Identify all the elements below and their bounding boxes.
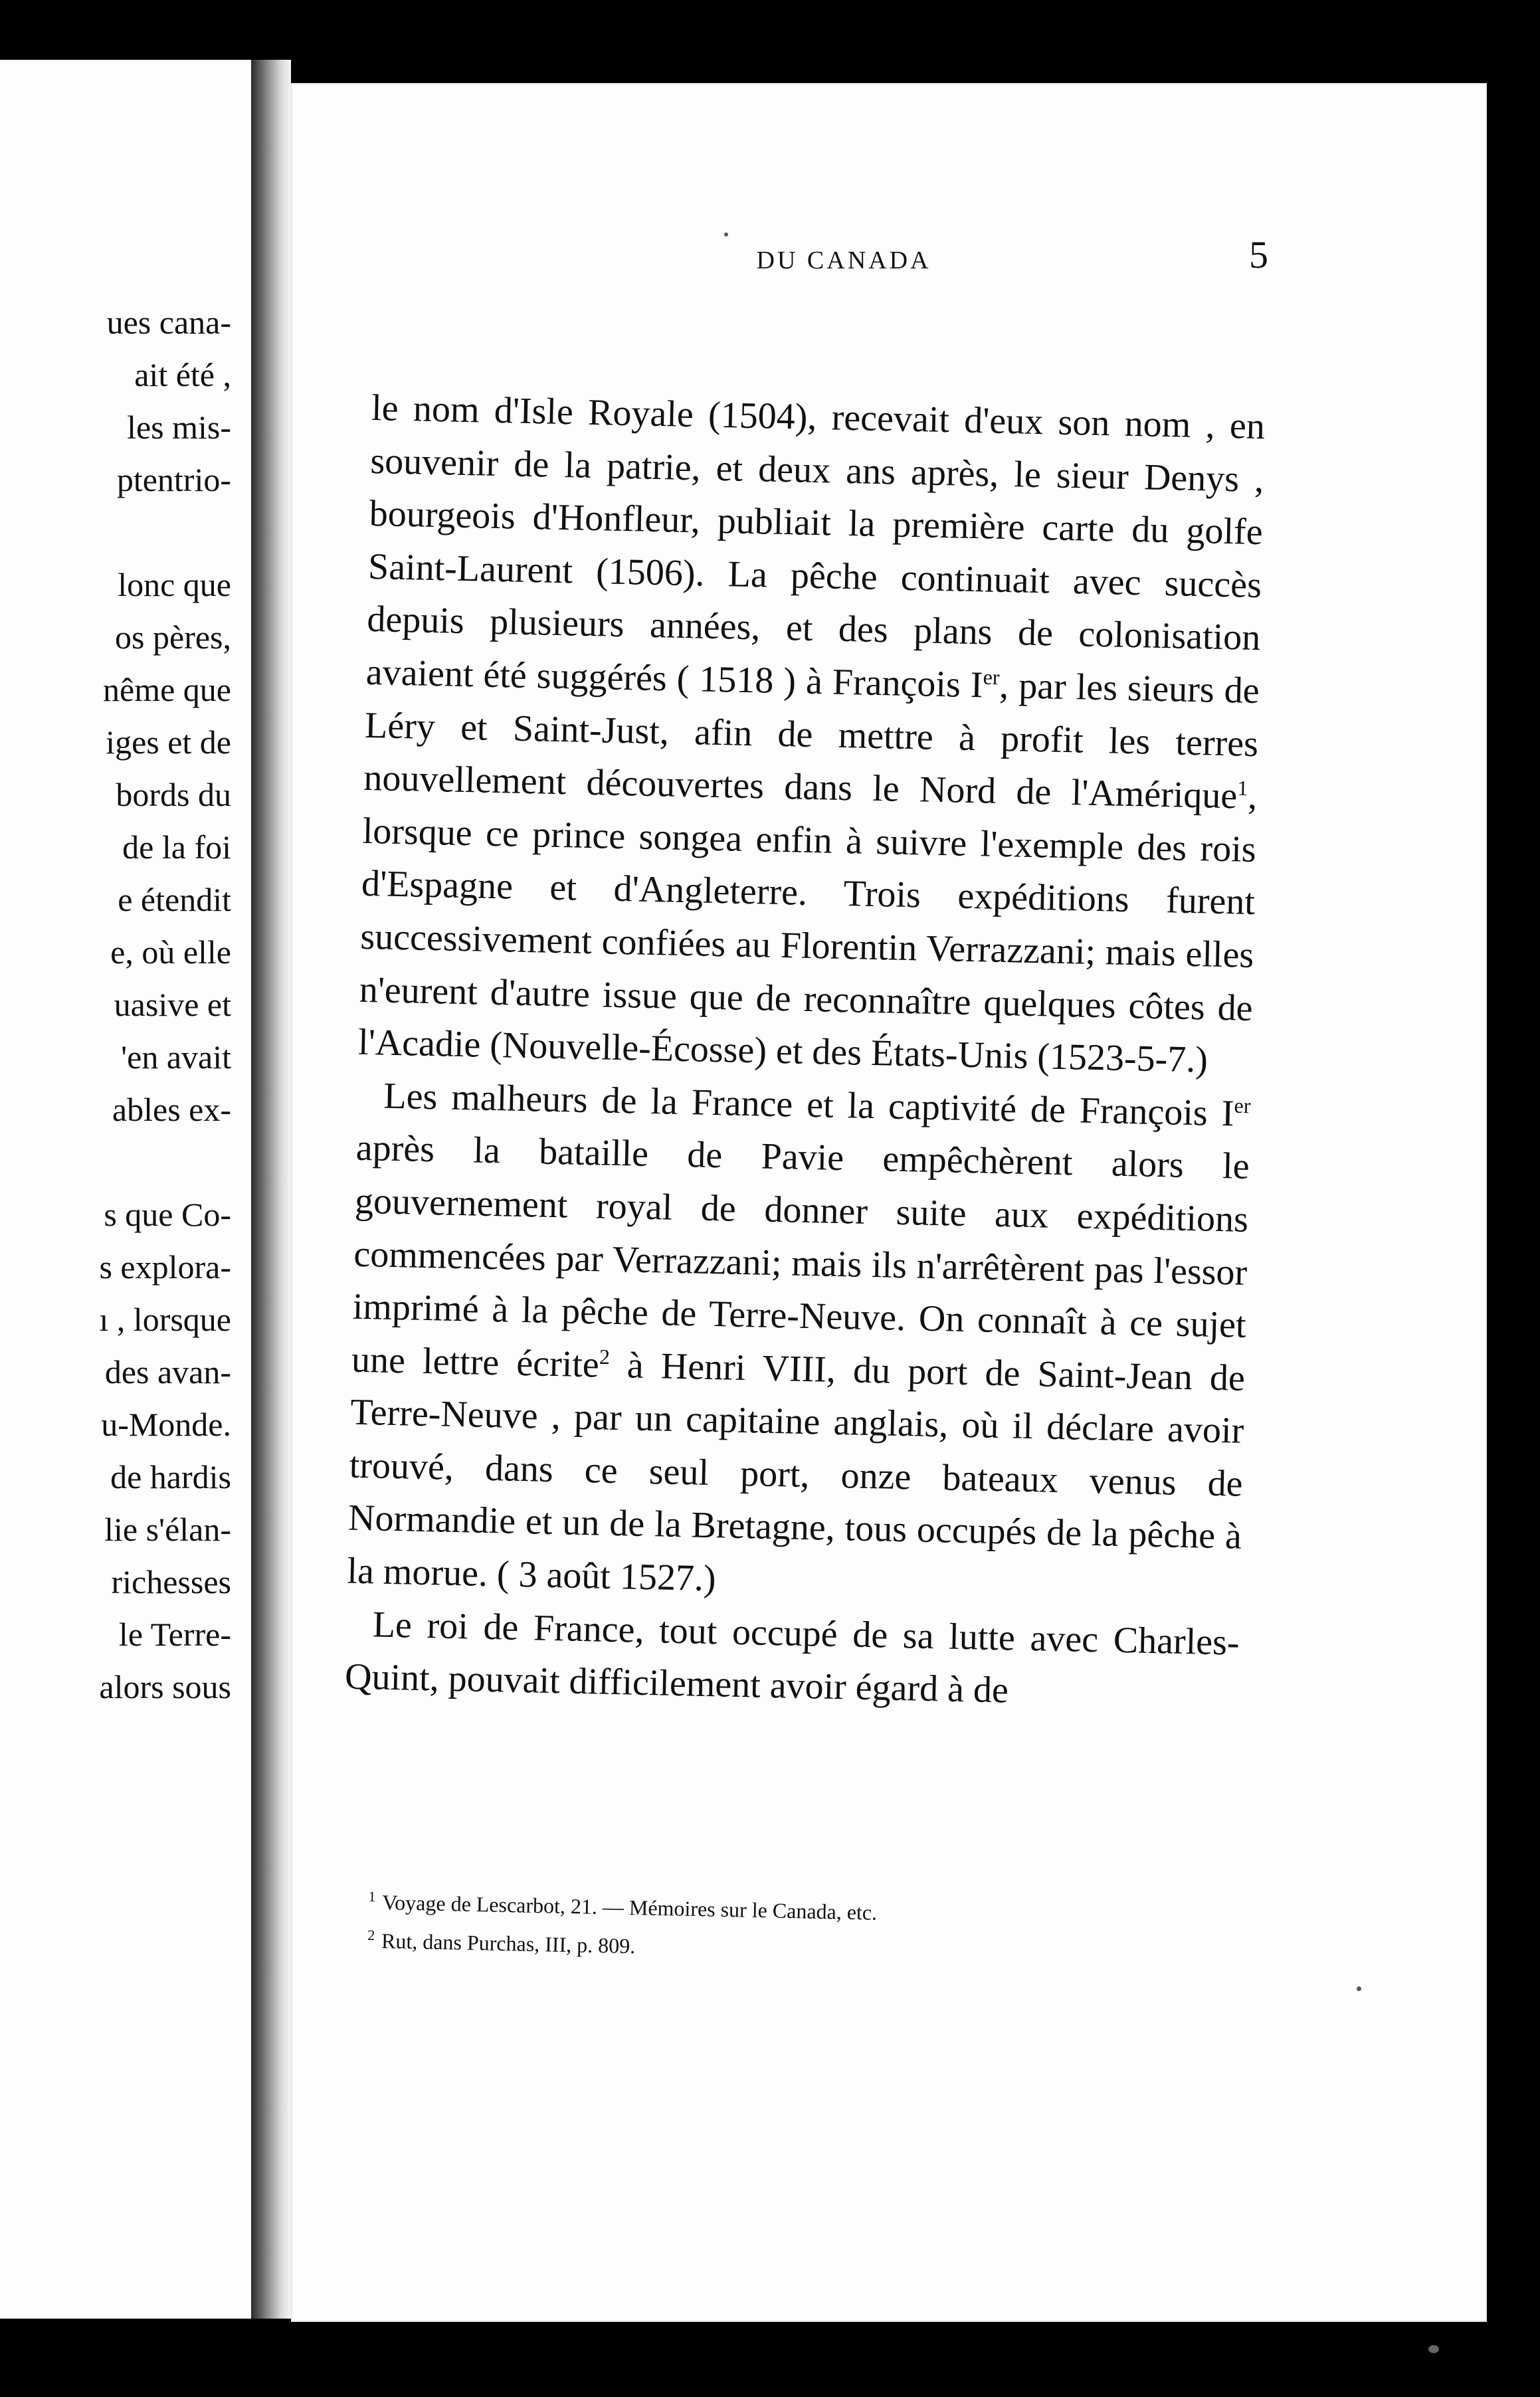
footnote-mark: 2 <box>367 1926 375 1943</box>
left-page-line: e étendit <box>118 881 231 918</box>
left-page-line: ables ex- <box>112 1091 231 1128</box>
left-page-line: alors sous <box>99 1668 231 1705</box>
left-page-line: u-Monde. <box>101 1406 231 1443</box>
footnote-ref: 2 <box>599 1344 611 1369</box>
footnote-ref: 1 <box>1237 775 1248 801</box>
left-page-line: richesses <box>111 1563 231 1600</box>
left-page-line: des avan- <box>104 1353 231 1390</box>
left-page-line: uasive et <box>114 986 231 1023</box>
left-page-line: os pères, <box>115 619 231 656</box>
left-page-line: s explora- <box>99 1248 231 1286</box>
left-page-line: de hardis <box>110 1458 231 1495</box>
dust-speck <box>1428 2345 1439 2353</box>
left-page-line: ı , lorsque <box>99 1301 231 1338</box>
book-gutter <box>251 60 291 2319</box>
paragraph: Le roi de France, tout occupé de sa lutte avec Charles-Quint, pouvait difficilement avoir égard à de <box>344 1604 1240 1711</box>
footnote-mark: 1 <box>368 1887 376 1905</box>
left-page-line: lonc que <box>118 566 231 603</box>
left-page-line: les mis- <box>127 409 231 446</box>
footnote-text: Voyage de Lescarbot, 21. — Mémoires sur le Canada, etc. <box>381 1890 878 1925</box>
superscript: er <box>1234 1093 1251 1117</box>
left-page-line: le Terre- <box>118 1616 231 1653</box>
left-page-line: iges et de <box>106 723 231 761</box>
left-page-line: ues cana- <box>106 304 231 341</box>
paragraph: le nom d'Isle Royale (1504), recevait d'eux son nom , en souvenir de la patrie, et deux ans après, le sieur Denys , bourgeois d'Honfleur, publiait la première carte du golfe Saint-Laurent (1506). La pêche continuait avec succès depuis plusieurs années, et des plans de colonisation avaient été suggérés ( 1518 ) à François Ier, par les sieurs de Léry et Saint-Just, afin de mettre à profit les terres nouvellement découvertes dans le Nord de l'Amérique$^1$, lorsque ce prince songea enfin à suivre l'exemple des rois d'Espagne et d'Angleterre. Trois expéditions furent successivement confiées au Florentin Verrazzani; mais elles n'eurent d'autre issue que de reconnaître quelques côtes de l'Acadie (Nouvelle-Écosse) et des États-Unis (1523-5-7.) <box>357 387 1266 1081</box>
paragraph: Les malheurs de la France et la captivité de François Ier après la bataille de Pavie empêchèrent alors le gouvernement royal de donner suite aux expéditions commencées par Verrazzani; mais ils n'arrêtèrent pas l'essor imprimé à la pêche de Terre-Neuve. On connaît à ce sujet une lettre écrite$^2$ à Henri VIII, du port de Saint-Jean de Terre-Neuve , par un capitaine anglais, où il déclare avoir trouvé, dans ce seul port, onze bateaux venus de Normandie et un de la Bretagne, tous occupés de la pêche à la morue. ( 3 août 1527.) <box>346 1075 1251 1600</box>
left-page-line: nême que <box>103 671 231 708</box>
left-page-line: s que Co- <box>104 1196 231 1233</box>
footnote-text: Rut, dans Purchas, III, p. 809. <box>381 1928 636 1958</box>
left-page <box>0 60 251 2319</box>
left-page-line: e, où elle <box>110 933 231 971</box>
dust-speck <box>1357 1986 1361 1991</box>
left-page-line: ptentrio- <box>116 461 231 498</box>
body-text <box>344 382 1265 1723</box>
dust-speck <box>724 233 728 237</box>
page-number: 5 <box>1249 233 1268 276</box>
left-page-line: bords du <box>116 776 231 813</box>
superscript: er <box>983 664 1000 690</box>
left-page-line: ait été , <box>134 356 231 393</box>
running-head: DU CANADA <box>756 246 931 274</box>
left-page-line: de la foi <box>122 828 231 866</box>
left-page-line: 'en avait <box>121 1038 231 1076</box>
left-page-line: lie s'élan- <box>104 1511 231 1548</box>
